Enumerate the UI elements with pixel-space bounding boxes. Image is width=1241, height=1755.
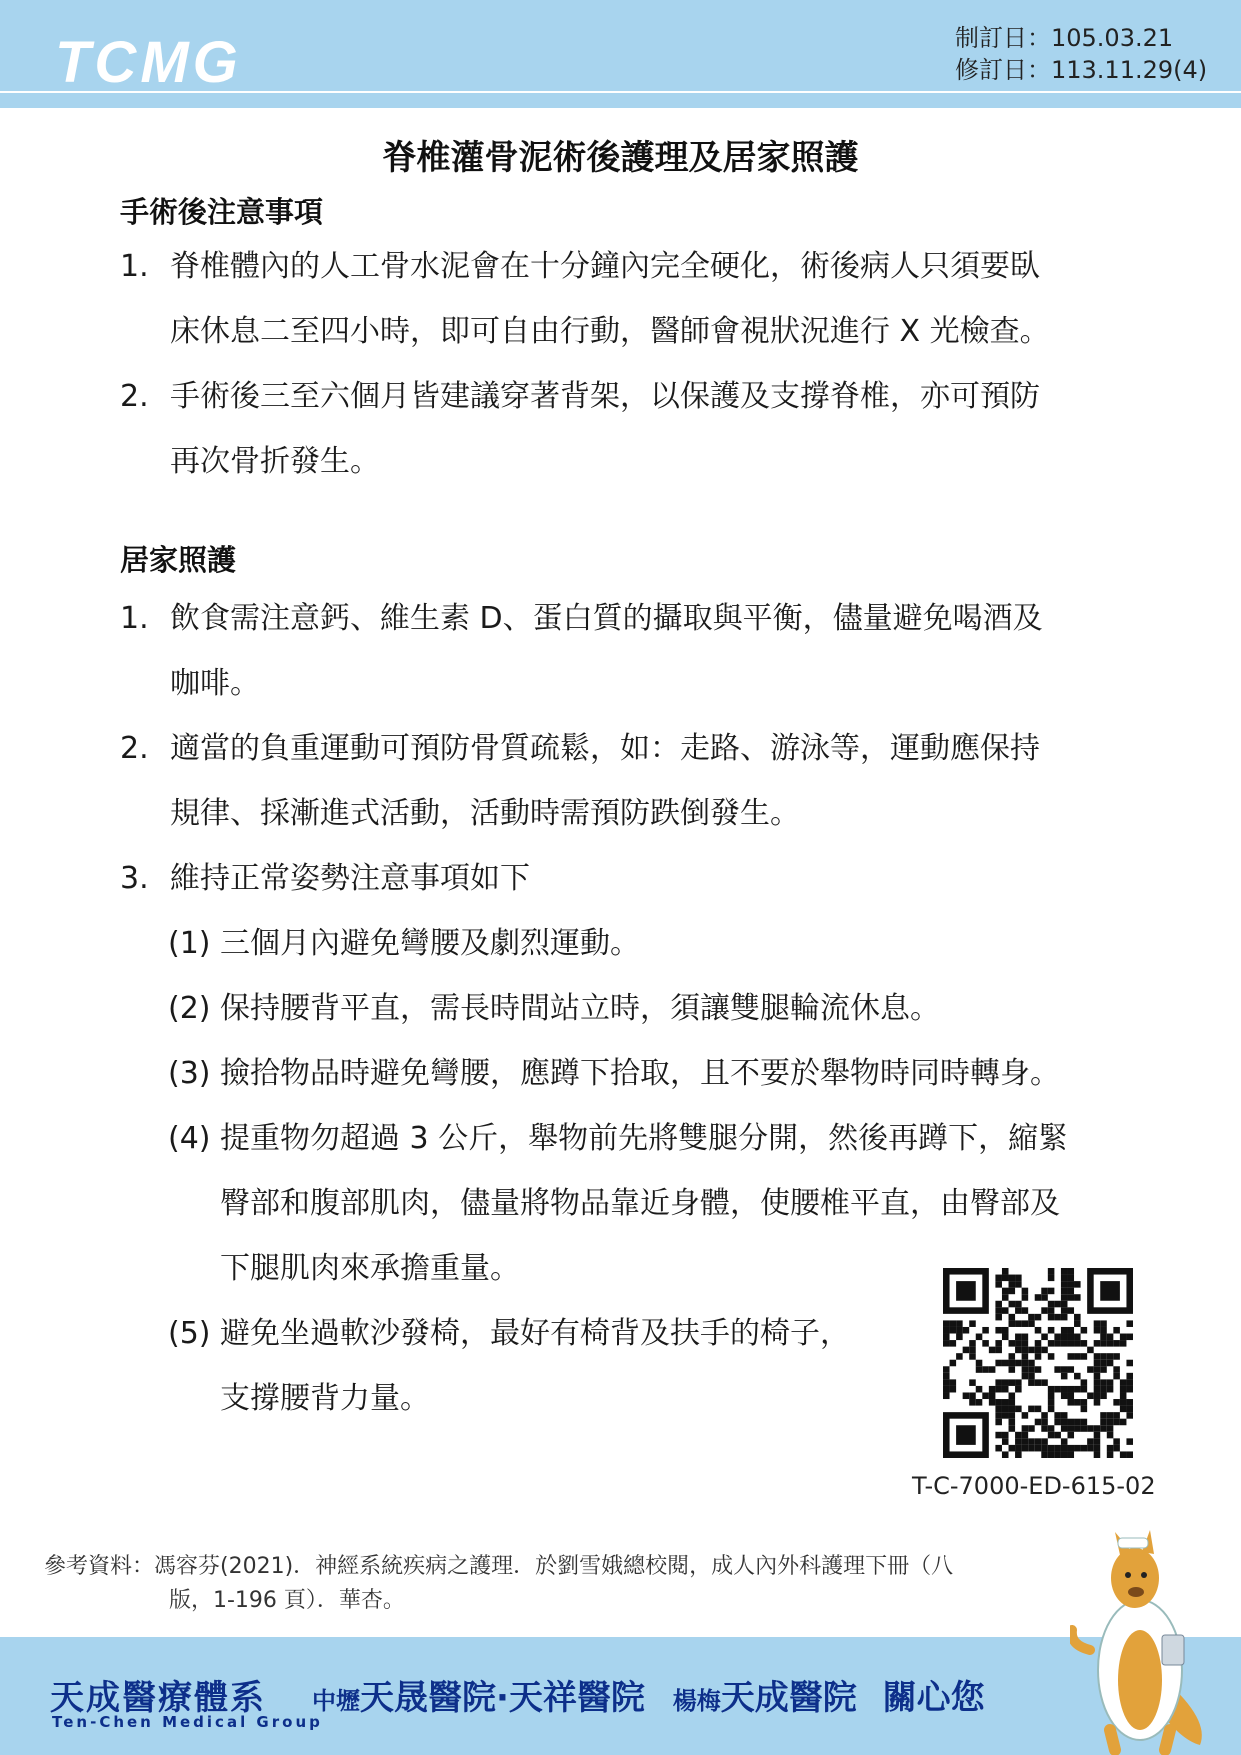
list-number: 1. — [120, 601, 149, 636]
list-number: 2. — [120, 731, 149, 766]
footer-hospital-2: 天成醫院 — [720, 1678, 857, 1718]
list-number: 2. — [120, 379, 149, 414]
created-date: 制訂日：105.03.21 — [955, 24, 1174, 52]
sublist-item: 保持腰背平直，需長時間站立時，須讓雙腿輪流休息。 — [220, 991, 940, 1026]
qr-code-icon[interactable] — [943, 1268, 1133, 1458]
footer-brand: 天成醫療體系 — [50, 1678, 266, 1718]
sublist-number: (4) — [168, 1121, 211, 1156]
sublist-number: (1) — [168, 926, 211, 961]
page-title: 脊椎灌骨泥術後護理及居家照護 — [382, 138, 859, 178]
sublist-item: 三個月內避免彎腰及劇烈運動。 — [220, 926, 640, 961]
footer-brand-en: Ten-Chen Medical Group — [52, 1713, 323, 1731]
sublist-number: (2) — [168, 991, 211, 1026]
reference — [44, 1550, 1064, 1618]
list-number: 3. — [120, 861, 149, 896]
footer-location-1: 中壢 — [312, 1687, 360, 1715]
section-heading-post-op: 手術後注意事項 — [120, 195, 324, 229]
footer-location-2: 楊梅 — [672, 1687, 721, 1715]
tcmg-logo: TCMG — [55, 30, 242, 95]
list-item: 脊椎體內的人工骨水泥會在十分鐘內完全硬化，術後病人只須要臥 床休息二至四小時，即可自由行動，醫師會視狀況進行 X 光檢查。 — [170, 249, 1050, 349]
footer-hospitals-1: 天晟醫院·天祥醫院 — [360, 1678, 645, 1718]
list-item: 手術後三至六個月皆建議穿著背架，以保護及支撐脊椎，亦可預防 再次骨折發生。 — [170, 379, 1040, 479]
sublist-item: 撿拾物品時避免彎腰，應蹲下拾取，且不要於舉物時同時轉身。 — [220, 1056, 1060, 1091]
list-item: 適當的負重運動可預防骨質疏鬆，如：走路、游泳等，運動應保持 規律、採漸進式活動，活動時需預防跌倒發生。 — [170, 731, 1040, 831]
sublist-item: 避免坐過軟沙發椅，最好有椅背及扶手的椅子， 支撐腰背力量。 — [220, 1316, 850, 1416]
sublist-number: (5) — [168, 1316, 211, 1351]
kangaroo-doctor-mascot-icon — [1070, 1530, 1220, 1755]
list-item: 維持正常姿勢注意事項如下 — [170, 861, 530, 896]
list-number: 1. — [120, 249, 149, 284]
section-heading-home-care: 居家照護 — [120, 543, 237, 577]
sublist-item: 提重物勿超過 3 公斤，舉物前先將雙腿分開，然後再蹲下，縮緊 臀部和腹部肌肉，儘量將物品靠近身體，使腰椎平直，由臀部及 下腿肌肉來承擔重量。 — [220, 1121, 1069, 1286]
reference-line-2: 版，1-196 頁）．華杏。 — [169, 1588, 405, 1613]
list-item: 飲食需注意鈣、維生素 D、蛋白質的攝取與平衡，儘量避免喝酒及 咖啡。 — [170, 601, 1043, 701]
footer-hospitals — [312, 1670, 985, 1719]
reference-line-1: 參考資料：馮容芬(2021)．神經系統疾病之護理．於劉雪娥總校閱，成人內外科護理下冊（八 — [44, 1554, 954, 1579]
revised-date: 修訂日：113.11.29(4) — [955, 56, 1208, 84]
document-dates — [955, 22, 1207, 86]
sublist-number: (3) — [168, 1056, 211, 1091]
footer-slogan: 關心您 — [882, 1678, 985, 1718]
document-code: T-C-7000-ED-615-02 — [912, 1472, 1156, 1500]
